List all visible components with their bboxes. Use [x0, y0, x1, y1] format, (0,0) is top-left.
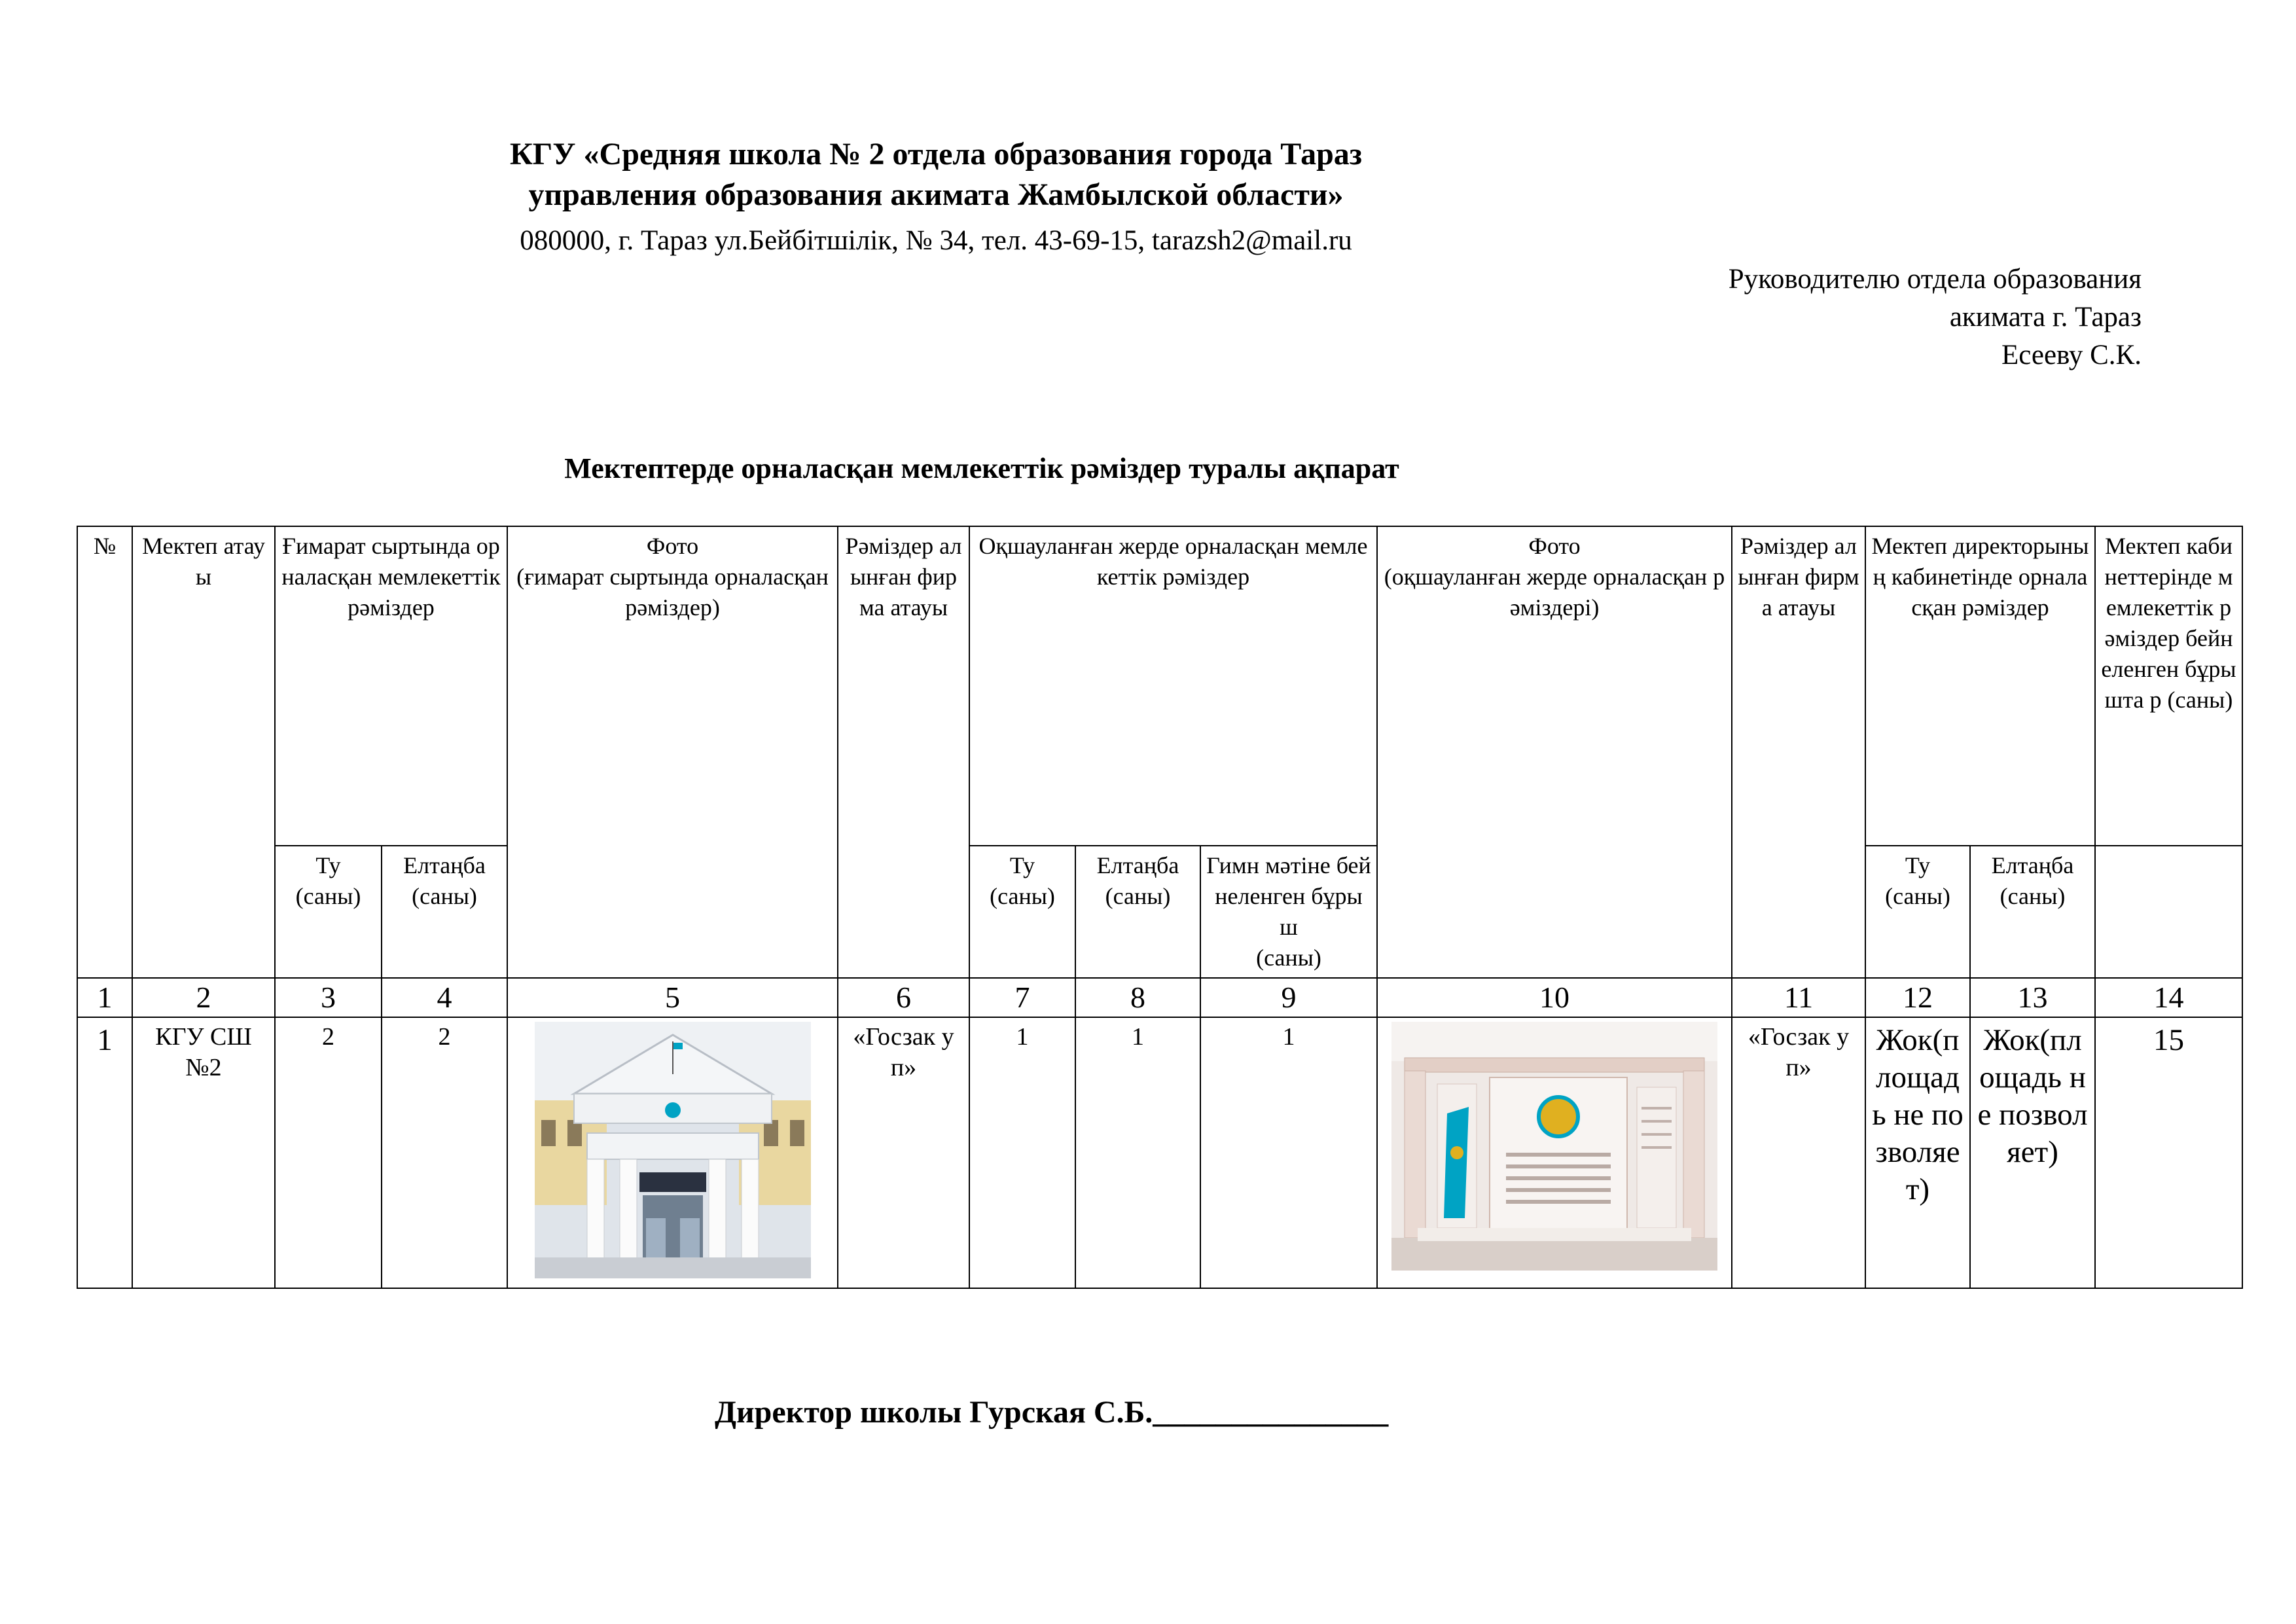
header-school-name: Мектеп атауы — [132, 526, 275, 978]
recipient-line: Руководителю отдела образования — [1728, 264, 2142, 295]
column-number: 10 — [1377, 978, 1732, 1017]
header-classrooms: Мектеп кабинеттерінде мемлекеттік рәміздер бейнеленген бұрышта р (саны) — [2095, 526, 2242, 846]
header-title: КГУ «Средняя школа № 2 отдела образования города Тараз управления образования акимата Жамбылской области» — [509, 137, 1363, 212]
header-address: 080000, г. Тараз ул.Бейбітшілік, № 34, тел. 43-69-15, tarazsh2@mail.ru — [520, 225, 1352, 256]
state-symbols-corner-photo — [1391, 1022, 1717, 1271]
column-number: 9 — [1200, 978, 1377, 1017]
row-number: 1 — [77, 1017, 132, 1288]
column-number: 4 — [382, 978, 507, 1017]
director-flag-cell: Жок(площадь не позволяет) — [1865, 1017, 1970, 1288]
header-anthem-count: Гимн мәтіне бейнеленген бұрыш (саны) — [1200, 846, 1377, 978]
column-number: 11 — [1732, 978, 1865, 1017]
anthem-corners-cell: 1 — [1200, 1017, 1377, 1288]
header-empty-cell — [2095, 846, 2242, 978]
director-signature-line: Директор школы Гурская С.Б._______________ — [715, 1395, 1389, 1430]
header-flag-count: Ту (саны) — [969, 846, 1075, 978]
emblems-outside-cell: 2 — [382, 1017, 507, 1288]
photo-outside-cell — [507, 1017, 838, 1288]
photo-secluded-cell — [1377, 1017, 1732, 1288]
column-number: 12 — [1865, 978, 1970, 1017]
firm-cell: «Госзак уп» — [838, 1017, 969, 1288]
header-flag-count: Ту (саны) — [275, 846, 382, 978]
header-secluded-symbols: Оқшауланған жерде орналасқан мемлекеттік рәміздер — [969, 526, 1377, 846]
flags-secluded-cell: 1 — [969, 1017, 1075, 1288]
header-director-office: Мектеп директорының кабинетінде орналасқан рәміздер — [1865, 526, 2095, 846]
header-outside-symbols: Ғимарат сыртында орналасқан мемлекеттік рәміздер — [275, 526, 507, 846]
document-title: Мектептерде орналасқан мемлекеттік рәміздер туралы ақпарат — [564, 452, 1399, 484]
header-emblem-count: Елтаңба (саны) — [1075, 846, 1200, 978]
header-photo-secluded: Фото (оқшауланған жерде орналасқан рәміздері) — [1377, 526, 1732, 978]
column-number: 3 — [275, 978, 382, 1017]
table-row — [77, 1017, 2242, 1288]
header-flag-count: Ту (саны) — [1865, 846, 1970, 978]
header-no: № — [77, 526, 132, 978]
header-firm: Рәміздер алынған фирма атауы — [838, 526, 969, 978]
column-number: 2 — [132, 978, 275, 1017]
header-firm: Рәміздер алынған фирма атауы — [1732, 526, 1865, 978]
column-number: 13 — [1970, 978, 2095, 1017]
column-number: 7 — [969, 978, 1075, 1017]
firm-cell: «Госзак уп» — [1732, 1017, 1865, 1288]
column-number: 14 — [2095, 978, 2242, 1017]
flags-outside-cell: 2 — [275, 1017, 382, 1288]
recipient-line: Есееву С.К. — [2001, 340, 2142, 370]
school-name-cell: КГУ СШ №2 — [132, 1017, 275, 1288]
column-number: 8 — [1075, 978, 1200, 1017]
header-emblem-count: Елтаңба (саны) — [1970, 846, 2095, 978]
symbols-table — [77, 526, 2243, 1289]
header-photo-outside: Фото (ғимарат сыртында орналасқан рәміздер) — [507, 526, 838, 978]
classroom-corners-cell: 15 — [2095, 1017, 2242, 1288]
director-emblem-cell: Жок(площадь не позволяет) — [1970, 1017, 2095, 1288]
recipient-block — [1729, 261, 2142, 374]
column-number: 1 — [77, 978, 132, 1017]
school-building-photo — [535, 1022, 811, 1278]
header-emblem-count: Елтаңба (саны) — [382, 846, 507, 978]
column-number: 5 — [507, 978, 838, 1017]
recipient-line: акимата г. Тараз — [1949, 302, 2142, 333]
column-number: 6 — [838, 978, 969, 1017]
emblems-secluded-cell: 1 — [1075, 1017, 1200, 1288]
